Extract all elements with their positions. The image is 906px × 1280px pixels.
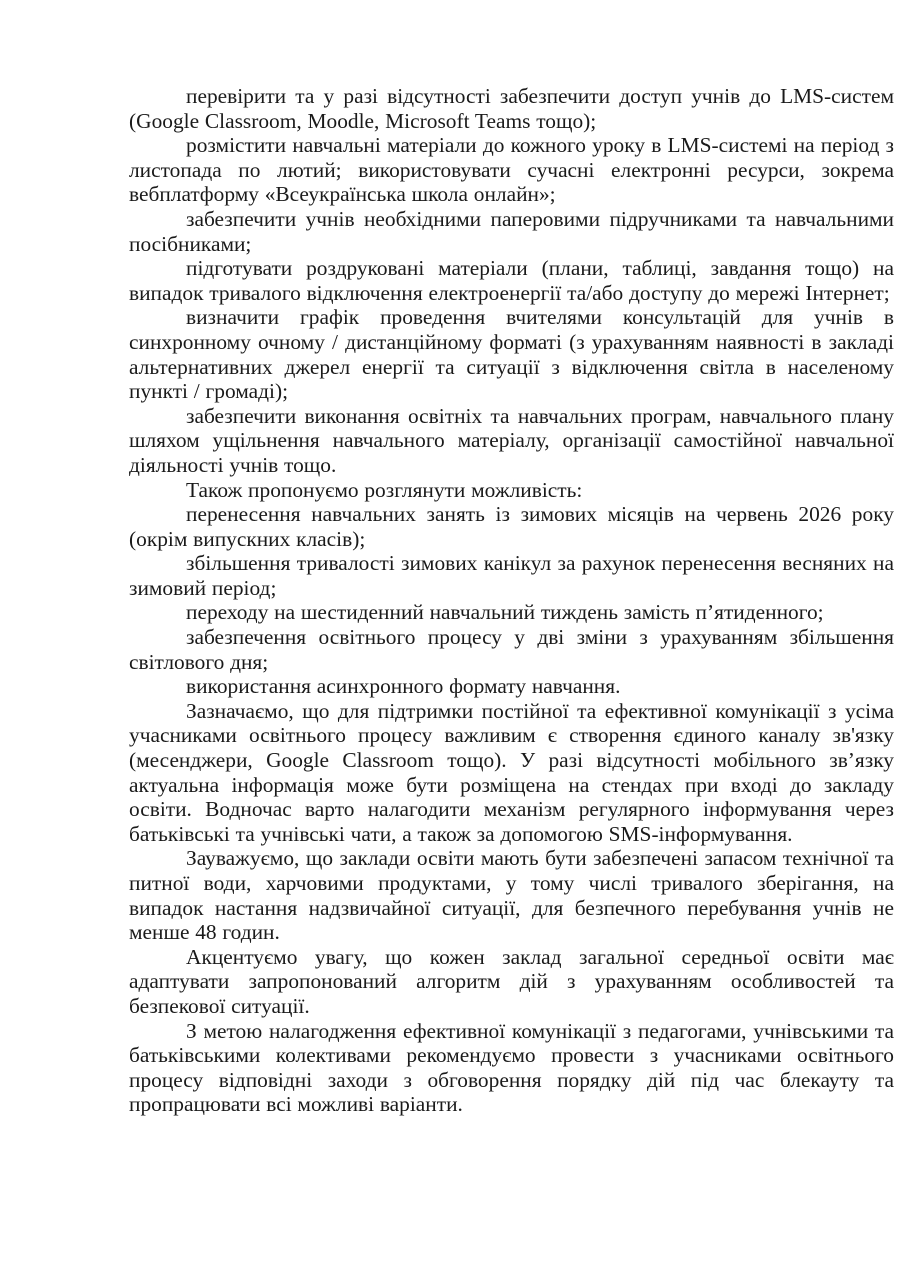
paragraph: З метою налагодження ефективної комунікації з педагогами, учнівськими та батьківськими колективами рекомендуємо провести з учасниками освітнього процесу відповідні заходи з обговорення порядку дій під час блекауту та пропрацювати всі можливі варіанти. <box>129 1018 894 1117</box>
paragraph: забезпечення освітнього процесу у дві зміни з урахуванням збільшення світлового дня; <box>129 625 894 674</box>
paragraph: розмістити навчальні матеріали до кожного уроку в LMS-системі на період з листопада по лютий; використовувати сучасні електронні ресурси, зокрема вебплатформу «Всеукраїнська школа онлайн»; <box>129 133 894 207</box>
paragraph: визначити графік проведення вчителями консультацій для учнів в синхронному очному / дистанційному форматі (з урахуванням наявності в закладі альтернативних джерел енергії та ситуації з відключення світла в населеному пункті / громаді); <box>129 305 894 404</box>
paragraph: Зазначаємо, що для підтримки постійної та ефективної комунікації з усіма учасниками освітнього процесу важливим є створення єдиного каналу зв'язку (месенджери, Google Classroom тощо). У разі відсутності мобільного зв’язку актуальна інформація може бути розміщена на стендах при вході до закладу освіти. Водночас варто налагодити механізм регулярного інформування через батьківські та учнівські чати, а також за допомогою SMS-інформування. <box>129 698 894 846</box>
paragraph: підготувати роздруковані матеріали (плани, таблиці, завдання тощо) на випадок тривалого відключення електроенергії та/або доступу до мережі Інтернет; <box>129 256 894 305</box>
paragraph: перевірити та у разі відсутності забезпечити доступ учнів до LMS-систем (Google Classroom, Moodle, Microsoft Teams тощо); <box>129 84 894 133</box>
paragraph: збільшення тривалості зимових канікул за рахунок перенесення весняних на зимовий період; <box>129 551 894 600</box>
paragraph: Акцентуємо увагу, що кожен заклад загальної середньої освіти має адаптувати запропонований алгоритм дій з урахуванням особливостей та безпекової ситуації. <box>129 944 894 1018</box>
document-body-text <box>129 84 894 1117</box>
paragraph: забезпечити учнів необхідними паперовими підручниками та навчальними посібниками; <box>129 206 894 256</box>
paragraph: Також пропонуємо розглянути можливість: <box>186 477 583 502</box>
paragraph: переходу на шестиденний навчальний тиждень замість п’ятиденного; <box>186 600 824 625</box>
paragraph: забезпечити виконання освітніх та навчальних програм, навчального плану шляхом ущільнення навчального матеріалу, організації самостійної навчальної діяльності учнів тощо. <box>129 403 894 477</box>
paragraph: Зауважуємо, що заклади освіти мають бути забезпечені запасом технічної та питної води, харчовими продуктами, у тому числі тривалого зберігання, на випадок настання надзвичайної ситуації, для безпечного перебування учнів не менше 48 годин. <box>129 846 894 945</box>
paragraph: перенесення навчальних занять із зимових місяців на червень 2026 року (окрім випускних класів); <box>129 502 894 551</box>
paragraph: використання асинхронного формату навчання. <box>186 674 621 699</box>
